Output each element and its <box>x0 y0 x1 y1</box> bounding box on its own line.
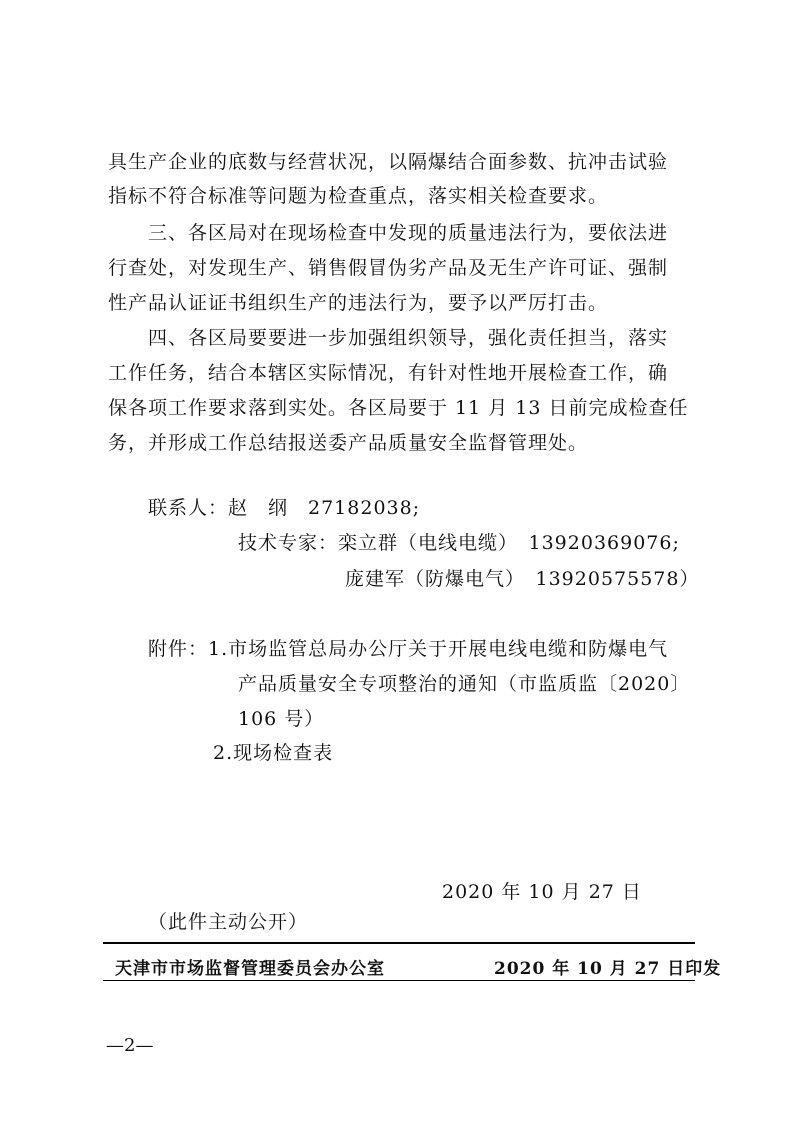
body-line-6: 四、各区局要要进一步加强组织领导，强化责任担当，落实 <box>148 327 669 349</box>
technical-expert-2: 庞建军（防爆电气） 13920575578） <box>345 568 700 590</box>
document-date: 2020 年 10 月 27 日 <box>442 881 642 903</box>
technical-expert-1: 技术专家：栾立群（电线电缆） 13920369076; <box>238 532 680 554</box>
body-line-7: 工作任务，结合本辖区实际情况，有针对性地开展检查工作，确 <box>108 362 669 384</box>
page-number: —2— <box>106 1035 154 1056</box>
attachment-1-line-2: 产品质量安全专项整治的通知（市监质监〔2020〕 <box>238 673 691 695</box>
body-line-9: 务，并形成工作总结报送委产品质量安全监督管理处。 <box>108 432 589 454</box>
body-line-2: 指标不符合标准等问题为检查重点，落实相关检查要求。 <box>108 185 609 207</box>
attachment-2: 2.现场检查表 <box>213 742 334 764</box>
body-line-4: 行查处，对发现生产、销售假冒伪劣产品及无生产许可证、强制 <box>108 257 669 279</box>
disclosure-note: （此件主动公开） <box>148 911 309 933</box>
body-line-1: 具生产企业的底数与经营状况，以隔爆结合面参数、抗冲击试验 <box>108 151 669 173</box>
attachment-1-line-1: 附件：1.市场监管总局办公厅关于开展电线电缆和防爆电气 <box>148 638 669 660</box>
body-line-8: 保各项工作要求落到实处。各区局要于 11 月 13 日前完成检查任 <box>108 397 689 419</box>
issuing-office: 天津市市场监督管理委员会办公室 <box>115 959 385 979</box>
issue-date: 2020 年 10 月 27 日印发 <box>494 959 722 979</box>
footer-top-rule <box>103 942 695 944</box>
contact-person: 联系人：赵 纲 27182038; <box>148 497 421 519</box>
body-line-3: 三、各区局对在现场检查中发现的质量违法行为，要依法进 <box>148 222 669 244</box>
footer-bottom-rule <box>103 980 695 981</box>
body-line-5: 性产品认证证书组织生产的违法行为，要予以严厉打击。 <box>108 292 609 314</box>
attachment-1-line-3: 106 号） <box>238 708 325 730</box>
